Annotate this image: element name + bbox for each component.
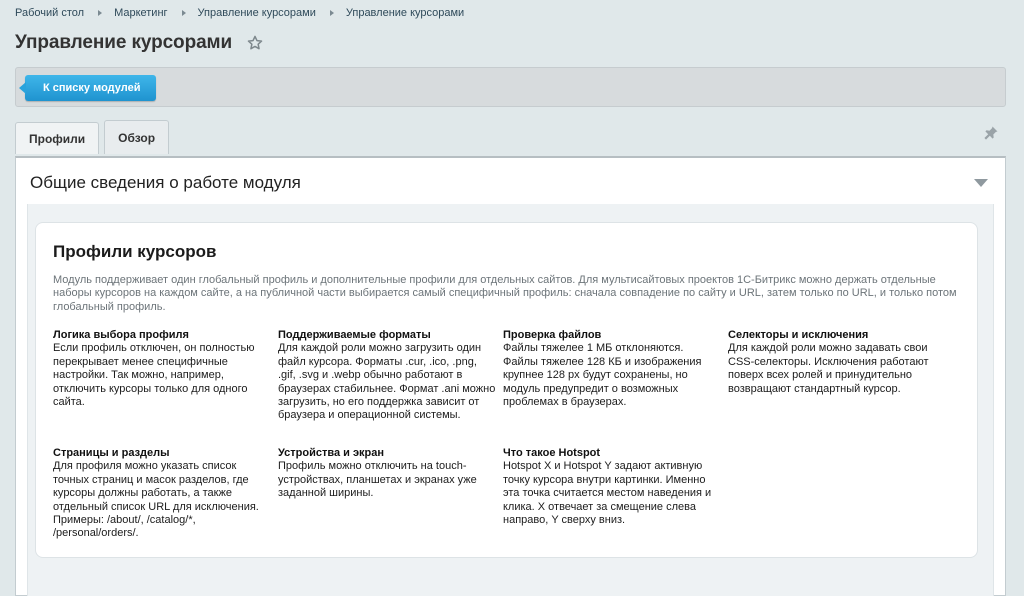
star-icon[interactable] — [246, 34, 264, 52]
feature-title: Проверка файлов — [503, 329, 602, 341]
breadcrumb-separator-icon — [330, 10, 334, 16]
overview-panel — [15, 156, 1006, 596]
feature-block — [53, 447, 271, 541]
feature-block — [278, 329, 496, 423]
back-to-modules-button[interactable]: К списку модулей — [25, 75, 156, 101]
breadcrumb-cursor-management[interactable]: Управление курсорами — [197, 7, 316, 19]
breadcrumb-desktop[interactable]: Рабочий стол — [15, 7, 85, 19]
tab-profiles[interactable]: Профили — [15, 122, 99, 154]
section-header[interactable] — [16, 158, 1005, 204]
tab-overview[interactable]: Обзор — [104, 120, 169, 154]
triangle-down-icon[interactable] — [974, 179, 988, 187]
feature-title: Селекторы и исключения — [728, 329, 869, 341]
feature-text: Если профиль отключен, он полностью перекрывает менее специфичные настройки. Так можно, например, отключить курсоры только для одного сайта. — [53, 342, 255, 409]
feature-block — [53, 329, 271, 409]
feature-text: Файлы тяжелее 1 МБ отклоняются. Файлы тяжелее 128 КБ и изображения крупнее 128 px будут сохранены, но модуль предупредит о возможных проблемах в браузерах. — [503, 342, 702, 409]
feature-title: Страницы и разделы — [53, 447, 170, 459]
info-card — [35, 222, 978, 558]
section-title: Общие сведения о работе модуля — [30, 173, 301, 192]
pin-icon[interactable] — [983, 125, 999, 141]
feature-title: Что такое Hotspot — [503, 447, 601, 459]
title-row — [15, 30, 264, 56]
feature-block — [503, 329, 721, 409]
feature-title: Устройства и экран — [278, 447, 385, 459]
toolbar — [15, 67, 1006, 107]
breadcrumb — [15, 6, 464, 20]
feature-title: Логика выбора профиля — [53, 329, 189, 341]
feature-title: Поддерживаемые форматы — [278, 329, 431, 341]
breadcrumb-separator-icon — [98, 10, 102, 16]
feature-text: Для каждой роли можно загрузить один файл курсора. Форматы .cur, .ico, .png, .gif, .svg и .webp обычно работают в браузерах стабильнее. Формат .ani можно загрузить, но его поддержка зависит от браузера и операционной системы. — [278, 342, 496, 422]
card-title: Профили курсоров — [53, 242, 217, 261]
feature-block — [503, 447, 721, 527]
card-intro: Модуль поддерживает один глобальный профиль и дополнительные профили для отдельных сайтов. Для мультисайтовых проектов 1С-Битрикс можно держать отдельные наборы курсоров на каждом сайте, а на публичной части выбирается самый специфичный профиль: сначала совпадение по сайту и URL, затем только по URL, и только потом глобальный профиль. — [53, 274, 957, 313]
feature-text: Для каждой роли можно задавать свои CSS-селекторы. Исключения работают поверх всех ролей и принудительно возвращают стандартный курсор. — [728, 342, 929, 395]
feature-text: Для профиля можно указать список точных страниц и масок разделов, где курсоры должны работать, а также отдельный список URL для исключения. Примеры: /about/, /catalog/*, /personal/orders/. — [53, 460, 259, 540]
breadcrumb-marketing[interactable]: Маркетинг — [114, 7, 168, 19]
feature-block — [278, 447, 496, 501]
breadcrumb-separator-icon — [182, 10, 186, 16]
page-title: Управление курсорами — [15, 32, 233, 53]
section-body — [27, 204, 994, 596]
feature-text: Профиль можно отключить на touch-устройствах, планшетах и экранах уже заданной ширины. — [278, 460, 477, 500]
breadcrumb-current[interactable]: Управление курсорами — [345, 7, 465, 19]
feature-block — [728, 329, 946, 396]
feature-text: Hotspot X и Hotspot Y задают активную точку курсора внутри картинки. Именно эта точка считается местом наведения и клика. X отвечает за смещение слева направо, Y сверху вниз. — [503, 460, 712, 527]
tab-bar — [15, 120, 174, 156]
